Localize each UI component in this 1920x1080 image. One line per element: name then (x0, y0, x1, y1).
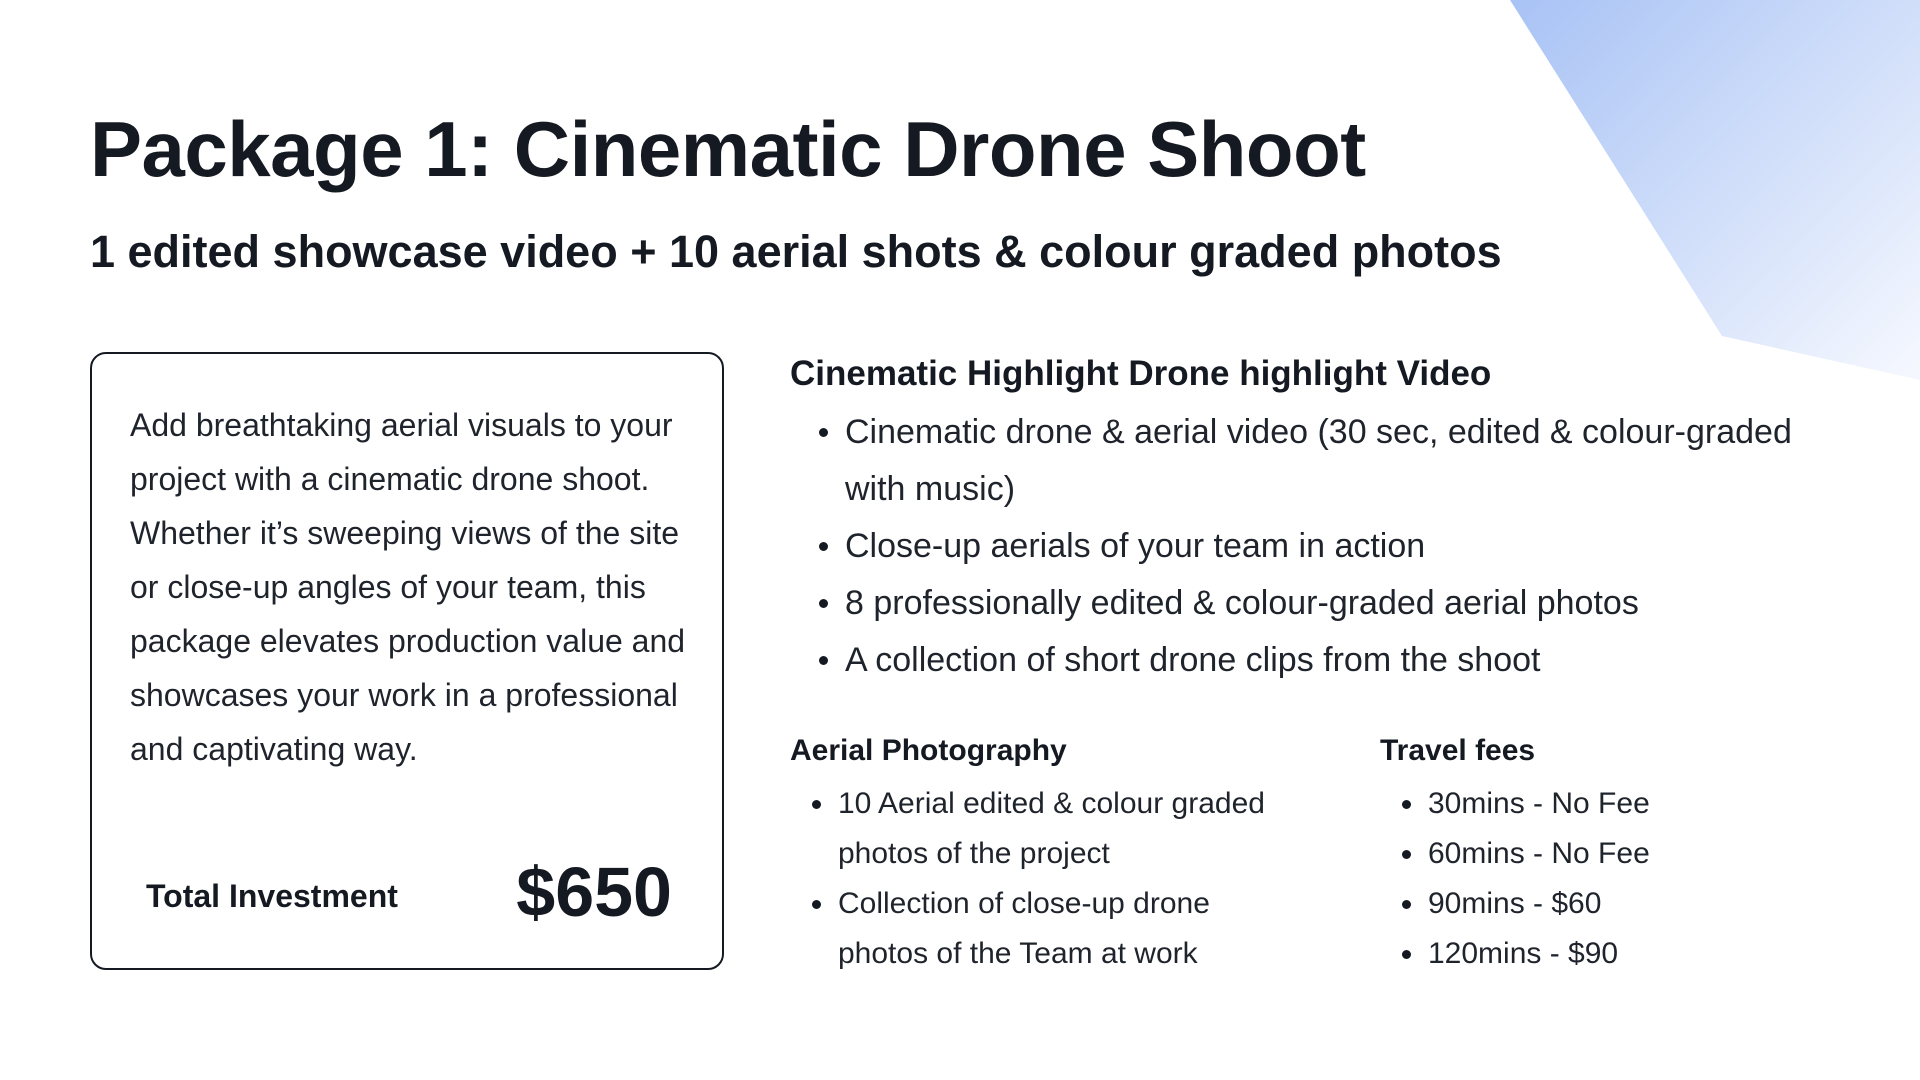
total-investment-label: Total Investment (146, 878, 398, 914)
package-description: Add breathtaking aerial visuals to your project with a cinematic drone shoot. Whether it’s sweeping views of the site or close-up angles of your team, this package elevates production value and showcases your work in a professional and captivating way. (130, 407, 686, 767)
list-item: 90mins - $60 (1428, 879, 1848, 929)
list-item: A collection of short drone clips from the shoot (845, 632, 1795, 689)
video-section-title: Cinematic Highlight Drone highlight Video (790, 354, 1492, 393)
list-item: 120mins - $90 (1428, 929, 1848, 979)
list-item: 60mins - No Fee (1428, 829, 1848, 879)
list-item: 30mins - No Fee (1428, 779, 1848, 829)
photo-feature-list (838, 779, 1278, 979)
video-feature-list (845, 404, 1795, 689)
list-item: Collection of close-up drone photos of the Team at work (838, 879, 1278, 979)
photo-section-title: Aerial Photography (790, 734, 1067, 767)
travel-section-title: Travel fees (1380, 734, 1536, 767)
travel-fee-list (1428, 779, 1848, 979)
page-title: Package 1: Cinematic Drone Shoot (90, 105, 1366, 193)
list-item: 10 Aerial edited & colour graded photos of the project (838, 779, 1278, 879)
list-item: Cinematic drone & aerial video (30 sec, edited & colour-graded with music) (845, 404, 1795, 518)
list-item: Close-up aerials of your team in action (845, 518, 1795, 575)
total-investment-price: $650 (516, 853, 672, 931)
page-subtitle: 1 edited showcase video + 10 aerial shots & colour graded photos (90, 226, 1502, 277)
package-summary-card (90, 352, 724, 970)
list-item: 8 professionally edited & colour-graded aerial photos (845, 575, 1795, 632)
